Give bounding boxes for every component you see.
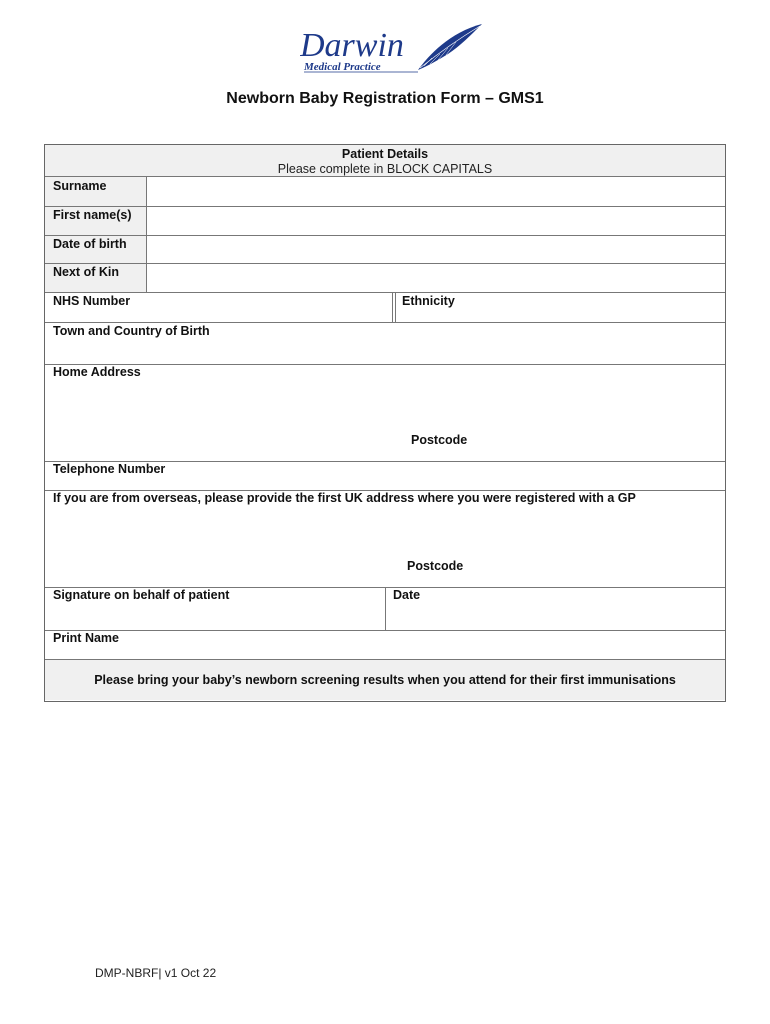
home-address-label: Home Address [53, 365, 141, 379]
print-name-row [45, 631, 725, 660]
ethnicity-input[interactable] [465, 293, 725, 322]
quill-icon [418, 24, 482, 70]
first-name-box [146, 207, 725, 235]
date-field [393, 606, 717, 628]
signature-label: Signature on behalf of patient [53, 588, 230, 602]
nhs-number-input[interactable] [145, 293, 392, 322]
print-name-label: Print Name [53, 631, 119, 645]
home-address-field [53, 383, 717, 429]
patient-details-subtitle: Please complete in BLOCK CAPITALS [277, 162, 493, 176]
next-of-kin-label: Next of Kin [53, 265, 119, 279]
nhs-number-label: NHS Number [53, 294, 131, 308]
overseas-address-field [53, 509, 717, 555]
town-country-row [45, 323, 725, 365]
form-title: Newborn Baby Registration Form – GMS1 [226, 90, 544, 107]
overseas-row [45, 491, 725, 588]
signature-date-row [45, 588, 725, 631]
print-name-input[interactable] [135, 631, 725, 659]
patient-details-title: Patient Details [341, 147, 429, 161]
surname-label: Surname [53, 179, 107, 193]
logo-graphic [300, 20, 490, 76]
screening-note: Please bring your baby’s newborn screening results when you attend for their first immunisations [94, 673, 676, 687]
telephone-field [185, 462, 725, 490]
surname-box [146, 177, 725, 206]
next-of-kin-row [45, 264, 725, 293]
home-address-input[interactable] [53, 383, 717, 429]
note-row [45, 660, 725, 700]
patient-details-header [45, 145, 725, 177]
date-input[interactable] [393, 606, 717, 628]
home-postcode-field [481, 431, 717, 453]
nhs-ethnicity-divider-inner [395, 293, 396, 322]
town-country-label: Town and Country of Birth [53, 324, 210, 338]
signature-date-divider [385, 588, 386, 630]
overseas-label: If you are from overseas, please provide the first UK address where you were registered with a GP [53, 491, 636, 505]
dob-input[interactable] [147, 236, 725, 263]
next-of-kin-box [146, 264, 725, 292]
home-postcode-input[interactable] [481, 431, 717, 453]
overseas-address-input[interactable] [53, 509, 717, 555]
signature-field [53, 606, 379, 628]
ethnicity-field [465, 293, 725, 322]
first-name-row [45, 207, 725, 236]
dob-box [146, 236, 725, 263]
signature-input[interactable] [53, 606, 379, 628]
overseas-postcode-input[interactable] [477, 557, 717, 579]
next-of-kin-input[interactable] [147, 264, 725, 292]
surname-row [45, 177, 725, 207]
darwin-medical-practice-logo [300, 20, 490, 76]
document-footer: DMP-NBRF| v1 Oct 22 [95, 966, 217, 980]
svg-text:Medical Practice: Medical Practice [304, 61, 381, 73]
town-country-field [53, 341, 717, 363]
ethnicity-label: Ethnicity [402, 294, 455, 308]
home-address-row [45, 365, 725, 462]
dob-row [45, 236, 725, 264]
print-name-field [135, 631, 725, 659]
nhs-ethnicity-row [45, 293, 725, 323]
telephone-row [45, 462, 725, 491]
nhs-number-field [145, 293, 392, 322]
telephone-label: Telephone Number [53, 462, 166, 476]
surname-input[interactable] [147, 177, 725, 206]
date-label: Date [393, 588, 421, 602]
overseas-postcode-field [477, 557, 717, 579]
telephone-input[interactable] [185, 462, 725, 490]
first-name-label: First name(s) [53, 208, 132, 222]
first-name-input[interactable] [147, 207, 725, 235]
home-postcode-label: Postcode [411, 433, 468, 447]
registration-form [44, 144, 726, 702]
town-country-input[interactable] [53, 341, 717, 363]
dob-label: Date of birth [53, 237, 127, 251]
overseas-postcode-label: Postcode [407, 559, 464, 573]
nhs-ethnicity-divider [392, 293, 393, 322]
svg-text:Darwin: Darwin [300, 27, 404, 64]
